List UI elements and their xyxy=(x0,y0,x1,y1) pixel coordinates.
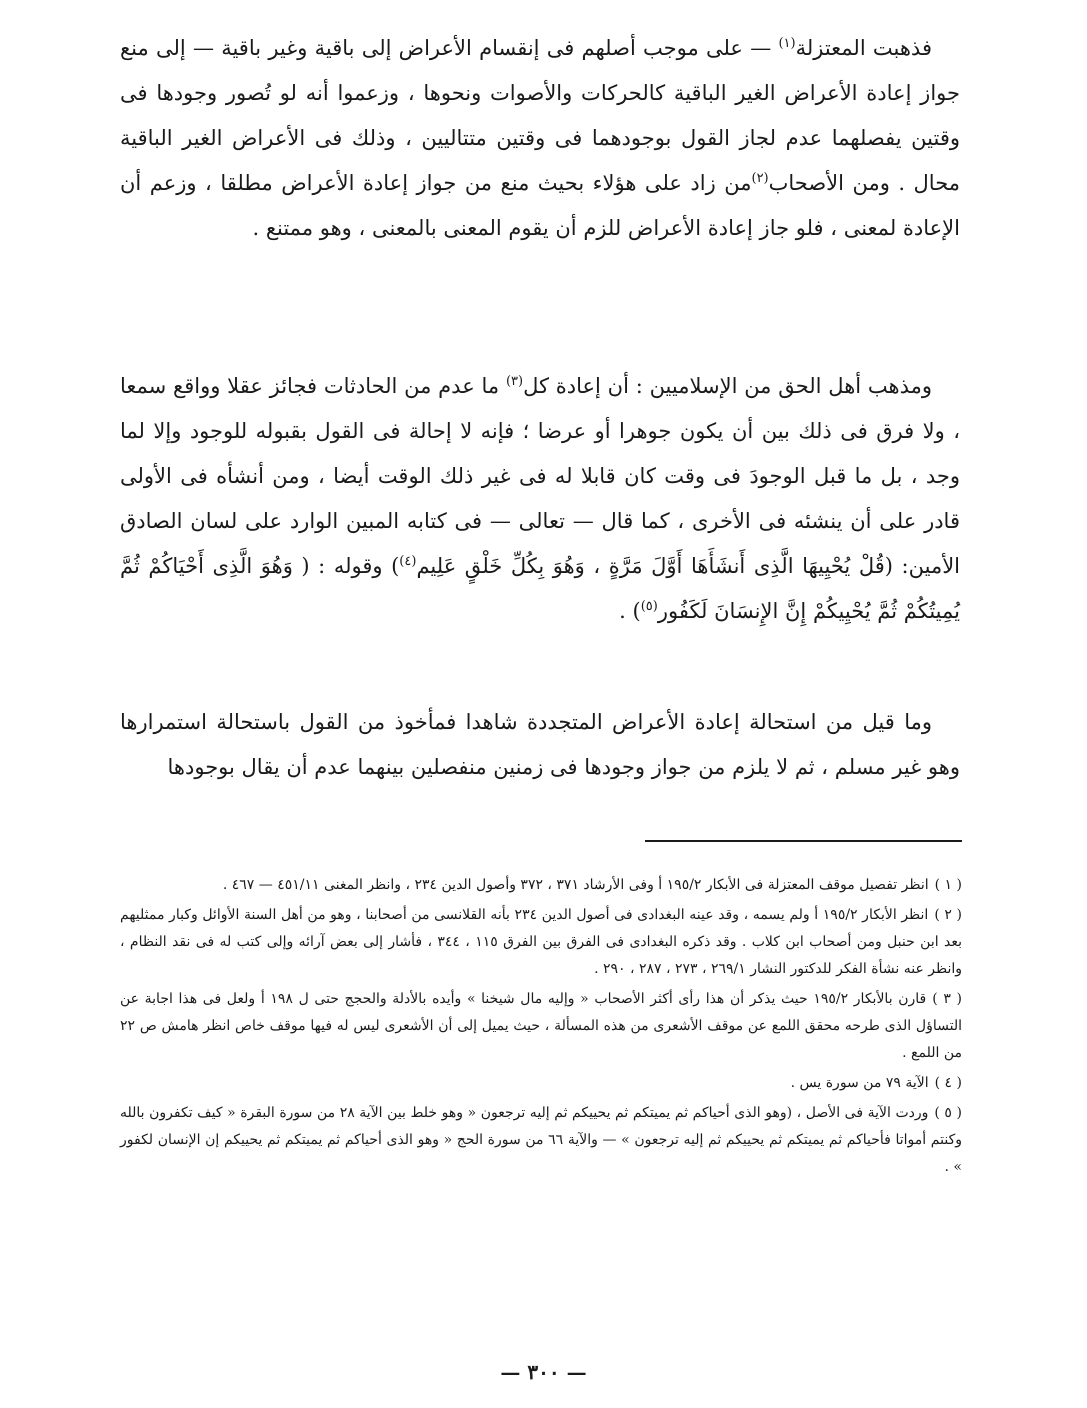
footnote-separator xyxy=(645,840,962,842)
footnote-text: انظر تفصيل موقف المعتزلة فى الأبكار ١٩٥/٢ أ وفى الأرشاد ٣٧١ ، ٣٧٢ وأصول الدين ٢٣٤ ، وانظر المغنى ٤٥١/١١ — ٤٦٧ . xyxy=(222,877,929,893)
footnote-text: قارن بالأبكار ١٩٥/٢ حيث يذكر أن هذا رأى أكثر الأصحاب « وإليه مال شيخنا » وأيده بالأدلة والحجج حتى ل ١٩٨ أ ولعل فى هذا اجابة عن التساؤل الذى طرحه محقق اللمع عن موقف الأشعرى من هذه المسألة ، حيث يميل إلى أن الأشعرى ليس له فيها موقف خاص انظر هامش ص ٢٢ من اللمع . xyxy=(120,991,962,1061)
text-run: ومذهب أهل الحق من الإسلاميين : أن إعادة كل xyxy=(523,374,932,398)
footnote-text: الآية ٧٩ من سورة يس . xyxy=(790,1075,929,1091)
footnote-number: ( ٥ ) xyxy=(934,1105,962,1121)
footnote-marker: (٢) xyxy=(751,171,769,186)
footnote-number: ( ١ ) xyxy=(934,877,962,893)
paragraph-text xyxy=(120,364,960,634)
footnote-3 xyxy=(120,986,962,1067)
text-run: ) وقوله : ( وَهُوَ الَّذِى أَحْيَاكُمْ ثُمَّ يُمِيتُكُمْ ثُمَّ يُحْيِيكُمْ إِنَّ الإِنسَانَ لَكَفُور xyxy=(120,554,960,623)
paragraph-mutazila xyxy=(120,26,960,251)
page-number: — ٣٠٠ — xyxy=(500,1360,587,1384)
footnote-number: ( ٣ ) xyxy=(932,991,963,1007)
footnote-text: وردت الآية فى الأصل ، (وهو الذى أحياكم ثم يميتكم ثم يحييكم ثم إليه ترجعون « وهو خلط بين الآية ٢٨ من سورة البقرة « كيف تكفرون بالله وكنتم أمواتا فأحياكم ثم يميتكم ثم يحييكم ثم إليه ترجعون » — والآية ٦٦ من سورة الحج « وهو الذى أحياكم ثم يميتكم ثم يحييكم إن الإنسان لكفور » . xyxy=(120,1105,962,1175)
footnote-2 xyxy=(120,902,962,983)
footnote-number: ( ٤ ) xyxy=(934,1075,962,1091)
text-run: من زاد على هؤلاء بحيث منع من جواز إعادة الأعراض مطلقا ، وزعم أن الإعادة لمعنى ، فلو جاز إعادة الأعراض للزم أن يقوم المعنى بالمعنى ، وهو ممتنع . xyxy=(120,171,960,240)
paragraph-text xyxy=(120,26,960,251)
footnote-marker: (٥) xyxy=(640,599,658,614)
footnote-text: انظر الأبكار ١٩٥/٢ أ ولم يسمه ، وقد عينه البغدادى فى أصول الدين ٢٣٤ بأنه القلانسى من أصحابنا ، وهو من أهل السنة الأوائل وكبار ممثليهم بعد ابن حنبل ومن أصحاب ابن كلاب . وقد ذكره البغدادى فى الفرق بين الفرق ١١٥ ، ٣٤٤ ، فأشار إلى بعض آرائه وإلى كتب له فى نقد النظام ، وانظر عنه نشأة الفكر للدكتور النشار ٢٦٩/١ ، ٢٧٣ ، ٢٨٧ ، ٢٩٠ . xyxy=(120,907,962,977)
footnote-marker: (٤) xyxy=(399,554,417,569)
footnote-marker: (٣) xyxy=(505,374,524,389)
footnote-1 xyxy=(120,872,962,899)
text-run: ما عدم من الحادثات فجائز عقلا وواقع سمعا ، ولا فرق فى ذلك بين أن يكون جوهرا أو عرضا ؛ فإنه لا إحالة فى القول بقبوله للوجود وإلا لما وجد ، بل ما قبل الوجودَ فى وقت كان قابلا له فى غير ذلك الوقت أيضا ، ومن أنشأه فى الأولى قادر على أن ينشئه فى الأخرى ، كما قال — تعالى — فى كتابه المبين الوارد على لسان الصادق الأمين: (قُلْ يُحْيِيهَا الَّذِى أَنشَأَهَا أَوَّلَ مَرَّةٍ ، وَهُوَ بِكُلِّ خَلْقٍ عَلِيم xyxy=(120,374,961,578)
text-run: فذهبت المعتزلة xyxy=(795,36,932,60)
text-run: ) . xyxy=(619,599,641,623)
footnote-number: ( ٢ ) xyxy=(934,907,962,923)
paragraph-ahl-al-haqq xyxy=(120,364,960,634)
text-run: — على موجب أصلهم فى إنقسام الأعراض إلى باقية وغير باقية — إلى منع جواز إعادة الأعراض الغير الباقية كالحركات والأصوات ونحوها ، وزعموا أنه لو تُصور وجودها فى وقتين يفصلهما عدم لجاز القول بوجودهما فى وقتين متتاليين ، وذلك فى الأعراض الغير الباقية محال . ومن الأصحاب xyxy=(120,36,960,195)
footnote-4 xyxy=(120,1070,962,1097)
footnote-marker: (١) xyxy=(778,36,796,51)
footnote-5 xyxy=(120,1100,962,1181)
paragraph-objection xyxy=(120,700,960,790)
footnotes xyxy=(120,872,962,1184)
text-run: وما قيل من استحالة إعادة الأعراض المتجددة شاهدا فمأخوذ من القول باستحالة استمرارها وهو غير مسلم ، ثم لا يلزم من جواز وجودها فى زمنين منفصلين بينهما عدم أن يقال بوجودها xyxy=(120,710,960,779)
paragraph-text xyxy=(120,700,960,790)
